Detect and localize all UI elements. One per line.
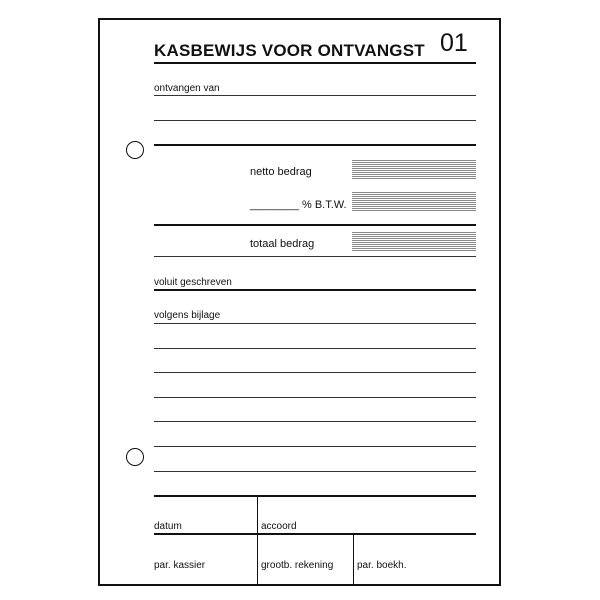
written-out-line[interactable] — [154, 289, 476, 291]
written-out-label: voluit geschreven — [154, 277, 232, 288]
title-underline — [154, 62, 476, 64]
attachment-line-4[interactable] — [154, 397, 476, 398]
section-divider-1 — [154, 144, 476, 146]
attachment-line-1[interactable] — [154, 323, 476, 324]
footer-top-border — [154, 495, 476, 497]
form-title: KASBEWIJS VOOR ONTVANGST — [154, 41, 425, 60]
vat-label: ________ % B.T.W. — [250, 199, 347, 211]
received-from-line-1[interactable] — [154, 95, 476, 96]
total-amount-label: totaal bedrag — [250, 238, 315, 250]
received-from-label: ontvangen van — [154, 83, 220, 94]
footer-middle-border — [154, 533, 476, 535]
approved-label: accoord — [261, 521, 297, 532]
according-attachment-label: volgens bijlage — [154, 310, 221, 321]
attachment-line-3[interactable] — [154, 372, 476, 373]
net-amount-label: netto bedrag — [250, 166, 312, 178]
attachment-line-7[interactable] — [154, 471, 476, 472]
vat-amount-field[interactable] — [352, 192, 476, 212]
bookkeeping-initials-label: par. boekh. — [357, 560, 407, 571]
net-amount-field[interactable] — [352, 160, 476, 180]
total-underline — [154, 256, 476, 257]
form-number: 01 — [440, 29, 468, 57]
footer-divider-2 — [353, 534, 354, 584]
received-from-line-2[interactable] — [154, 120, 476, 121]
total-amount-field[interactable] — [352, 232, 476, 252]
cashier-initials-label: par. kassier — [154, 560, 206, 571]
section-divider-2 — [154, 224, 476, 226]
ledger-account-label: grootb. rekening — [261, 560, 334, 571]
attachment-line-2[interactable] — [154, 348, 476, 349]
punch-hole-bottom — [126, 448, 144, 466]
footer-divider-1 — [257, 496, 258, 584]
date-label: datum — [154, 521, 182, 532]
punch-hole-top — [126, 141, 144, 159]
attachment-line-5[interactable] — [154, 421, 476, 422]
attachment-line-6[interactable] — [154, 446, 476, 447]
receipt-form — [98, 18, 501, 586]
